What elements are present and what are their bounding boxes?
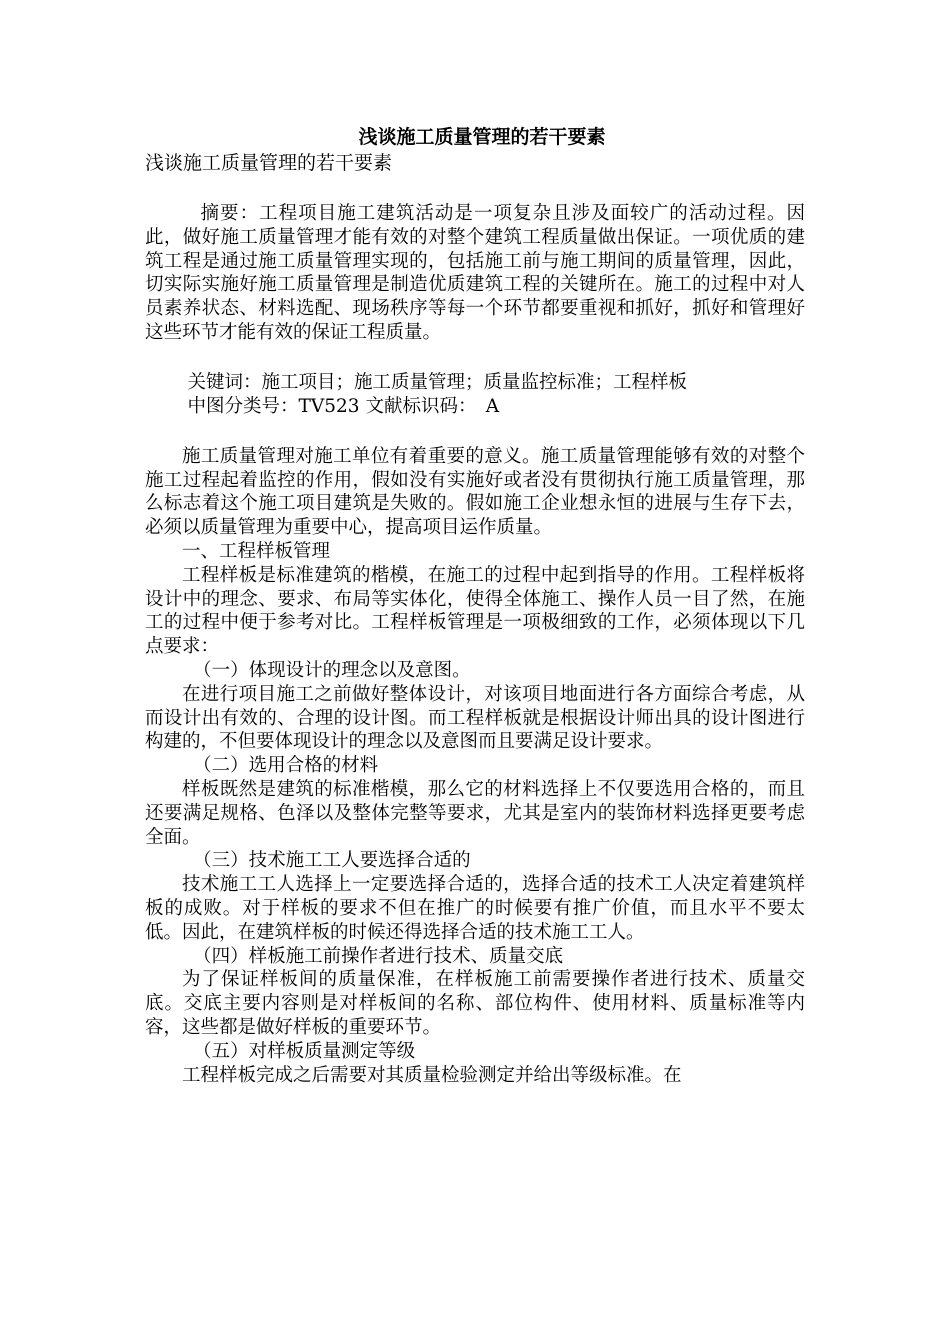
abstract-paragraph: 摘要：工程项目施工建筑活动是一项复杂且涉及面较广的活动过程。因此，做好施工质量管理才能有效的对整个建筑工程质量做出保证。一项优质的建筑工程是通过施工质量管理实现的，包括施工前与施工期间的质量管理，因此，切实际实施好施工质量管理是制造优质建筑工程的关键所在。施工的过程中对人员素养状态、材料选配、现场秩序等每一个环节都要重视和抓好，抓好和管理好这些环节才能有效的保证工程质量。 (145, 203, 805, 343)
subsection-paragraph: 样板既然是建筑的标准楷模，那么它的材料选择上不仅要选用合格的，而且还要满足规格、色泽以及整体完整等要求，尤其是室内的装饰材料选择更要考虑全面。 (145, 778, 805, 848)
document-title: 浅谈施工质量管理的若干要素 (358, 126, 606, 148)
blank-line (145, 345, 805, 371)
document-subtitle: 浅谈施工质量管理的若干要素 (145, 152, 393, 174)
subsection-paragraph: 工程样板完成之后需要对其质量检验测定并给出等级标准。在 (182, 1064, 682, 1086)
subsection-paragraph: 在进行项目施工之前做好整体设计，对该项目地面进行各方面综合考虑，从而设计出有效的、合理的设计图。而工程样板就是根据设计师出具的设计图进行构建的，不但要体现设计的理念以及意图而且要满足设计要求。 (145, 683, 805, 753)
subsection-heading: （一）体现设计的理念以及意图。 (193, 659, 471, 681)
blank-line (145, 419, 805, 445)
keywords-line: 关键词：施工项目；施工质量管理；质量监控标准；工程样板 (187, 371, 688, 393)
subsection-heading: （四）样板施工前操作者进行技术、质量交底 (193, 945, 564, 967)
section-heading: 一、工程样板管理 (182, 540, 331, 562)
subsection-paragraph: 技术施工工人选择上一定要选择合适的，选择合适的技术工人决定着建筑样板的成败。对于样板的要求不但在推广的时候要有推广价值，而且水平不要太低。因此，在建筑样板的时候还得选择合适的技术施工工人。 (145, 874, 805, 943)
document-page (145, 124, 805, 1087)
subsection-paragraph: 为了保证样板间的质量保准，在样板施工前需要操作者进行技术、质量交底。交底主要内容则是对样板间的名称、部位构件、使用材料、质量标准等内容，这些都是做好样板的重要环节。 (145, 969, 805, 1038)
section-paragraph: 工程样板是标准建筑的楷模，在施工的过程中起到指导的作用。工程样板将设计中的理念、要求、布局等实体化，使得全体施工、操作人员一目了然，在施工的过程中便于参考对比。工程样板管理是一项极细致的工作，必须体现以下几点要求： (145, 564, 805, 658)
subsection-heading: （三）技术施工工人要选择合适的 (193, 850, 471, 872)
intro-paragraph: 施工质量管理对施工单位有着重要的意义。施工质量管理能够有效的对整个施工过程起着监控的作用，假如没有实施好或者没有贯彻执行施工质量管理，那么标志着这个施工项目建筑是失败的。假如施工企业想永恒的进展与生存下去，必须以质量管理为重要中心，提高项目运作质量。 (145, 445, 805, 539)
subsection-heading: （五）对样板质量测定等级 (193, 1040, 416, 1062)
classification-line: 中图分类号：TV523 文献标识码： A (187, 395, 500, 417)
blank-line (145, 176, 805, 202)
subsection-heading: （二）选用合格的材料 (193, 755, 379, 777)
